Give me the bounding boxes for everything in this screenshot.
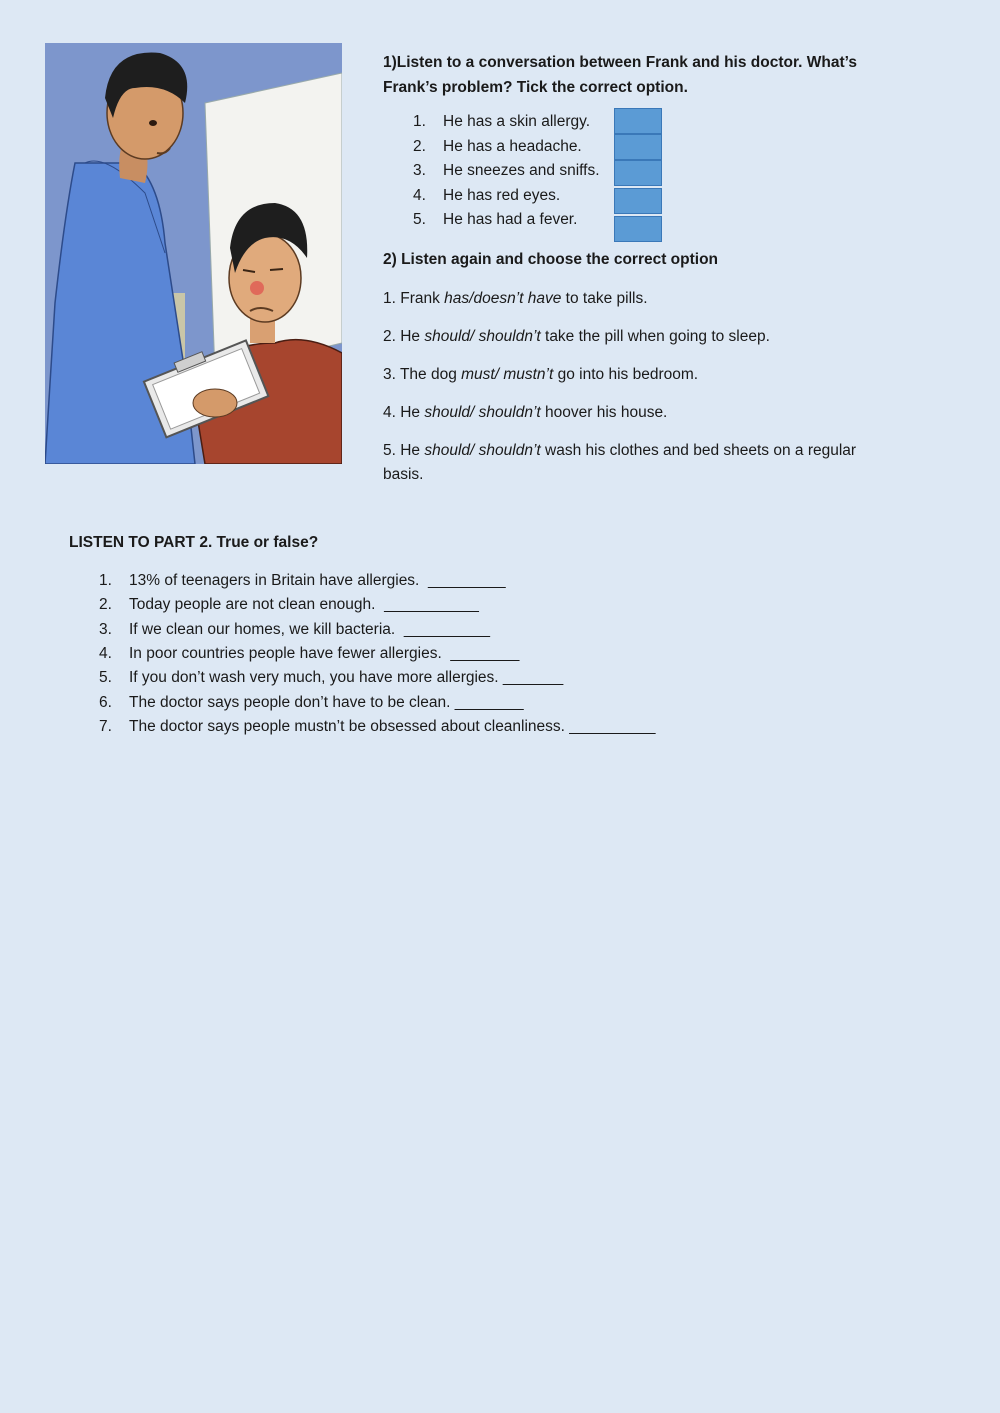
choice-item <box>383 401 943 425</box>
item-number: 3. <box>99 620 112 638</box>
item-text: The doctor says people don’t have to be clean. ________ <box>129 693 524 711</box>
section-3-true-false <box>69 530 949 739</box>
choice-post: take the pill when going to sleep. <box>540 328 770 345</box>
choice-options[interactable]: has/doesn’t have <box>444 290 562 307</box>
choice-post: wash his clothes and bed sheets on a regular <box>540 442 857 459</box>
list-item <box>69 593 949 617</box>
choice-post: hoover his house. <box>540 404 668 421</box>
tick-box[interactable] <box>614 160 662 186</box>
tick-box[interactable] <box>614 188 662 214</box>
choice-options[interactable]: must/ mustn’t <box>461 366 554 383</box>
section-2-heading: 2) Listen again and choose the correct option <box>383 250 719 268</box>
item-text: If we clean our homes, we kill bacteria. __________ <box>129 620 491 638</box>
choice-post: to take pills. <box>561 290 648 307</box>
item-text: He has had a fever. <box>443 211 578 229</box>
tick-box[interactable] <box>614 134 662 160</box>
item-number: 6. <box>99 693 112 711</box>
choice-post: go into his bedroom. <box>553 366 699 383</box>
section-1-heading <box>383 50 943 100</box>
choice-options[interactable]: should/ shouldn’t <box>424 328 541 345</box>
list-item <box>383 159 943 184</box>
choice-item <box>383 325 943 349</box>
item-number: 2. <box>413 137 426 155</box>
tick-box[interactable] <box>614 108 662 134</box>
choice-pre: 3. The dog <box>383 366 462 383</box>
item-number: 2. <box>99 596 112 614</box>
list-item <box>383 110 943 135</box>
list-item <box>69 666 949 690</box>
list-item <box>69 618 949 642</box>
choice-item <box>383 363 943 387</box>
choice-pre: 2. He <box>383 328 425 345</box>
doctor-patient-illustration <box>45 43 342 464</box>
list-item <box>69 715 949 739</box>
choice-options[interactable]: should/ shouldn’t <box>424 442 541 459</box>
item-number: 5. <box>413 211 426 229</box>
item-number: 1. <box>413 113 426 131</box>
item-text: If you don’t wash very much, you have more allergies. _______ <box>129 669 564 687</box>
section-1-heading-line1: 1)Listen to a conversation between Frank and his doctor. What’s <box>383 54 857 71</box>
item-number: 4. <box>99 645 112 663</box>
choice-pre: 1. Frank <box>383 290 445 307</box>
item-text: He sneezes and sniffs. <box>443 162 600 180</box>
list-item <box>69 690 949 714</box>
list-item <box>383 184 943 209</box>
item-text: The doctor says people mustn’t be obsessed about cleanliness. __________ <box>129 717 656 735</box>
item-number: 5. <box>99 669 112 687</box>
item-number: 1. <box>99 572 112 590</box>
item-text: In poor countries people have fewer allergies. ________ <box>129 645 520 663</box>
list-item <box>69 569 949 593</box>
choice-list <box>383 287 943 487</box>
list-item <box>383 135 943 160</box>
item-text: He has red eyes. <box>443 186 561 204</box>
true-false-list <box>69 569 949 739</box>
section-1-tick-task <box>383 50 943 501</box>
symptom-list <box>383 110 943 233</box>
item-text: He has a headache. <box>443 137 582 155</box>
choice-pre: 5. He <box>383 442 425 459</box>
choice-item <box>383 439 943 487</box>
choice-post-line2: basis. <box>383 466 424 483</box>
list-item <box>383 208 943 233</box>
item-number: 4. <box>413 186 426 204</box>
choice-pre: 4. He <box>383 404 425 421</box>
item-text: 13% of teenagers in Britain have allergies. _________ <box>129 572 506 590</box>
item-text: Today people are not clean enough. ___________ <box>129 596 479 614</box>
tick-box[interactable] <box>614 216 662 242</box>
choice-options[interactable]: should/ shouldn’t <box>424 404 541 421</box>
section-1-heading-line2: Frank’s problem? Tick the correct option. <box>383 79 688 96</box>
choice-item <box>383 287 943 311</box>
section-3-heading: LISTEN TO PART 2. True or false? <box>69 534 319 551</box>
item-text: He has a skin allergy. <box>443 113 591 131</box>
list-item <box>69 642 949 666</box>
item-number: 7. <box>99 717 112 735</box>
item-number: 3. <box>413 162 426 180</box>
